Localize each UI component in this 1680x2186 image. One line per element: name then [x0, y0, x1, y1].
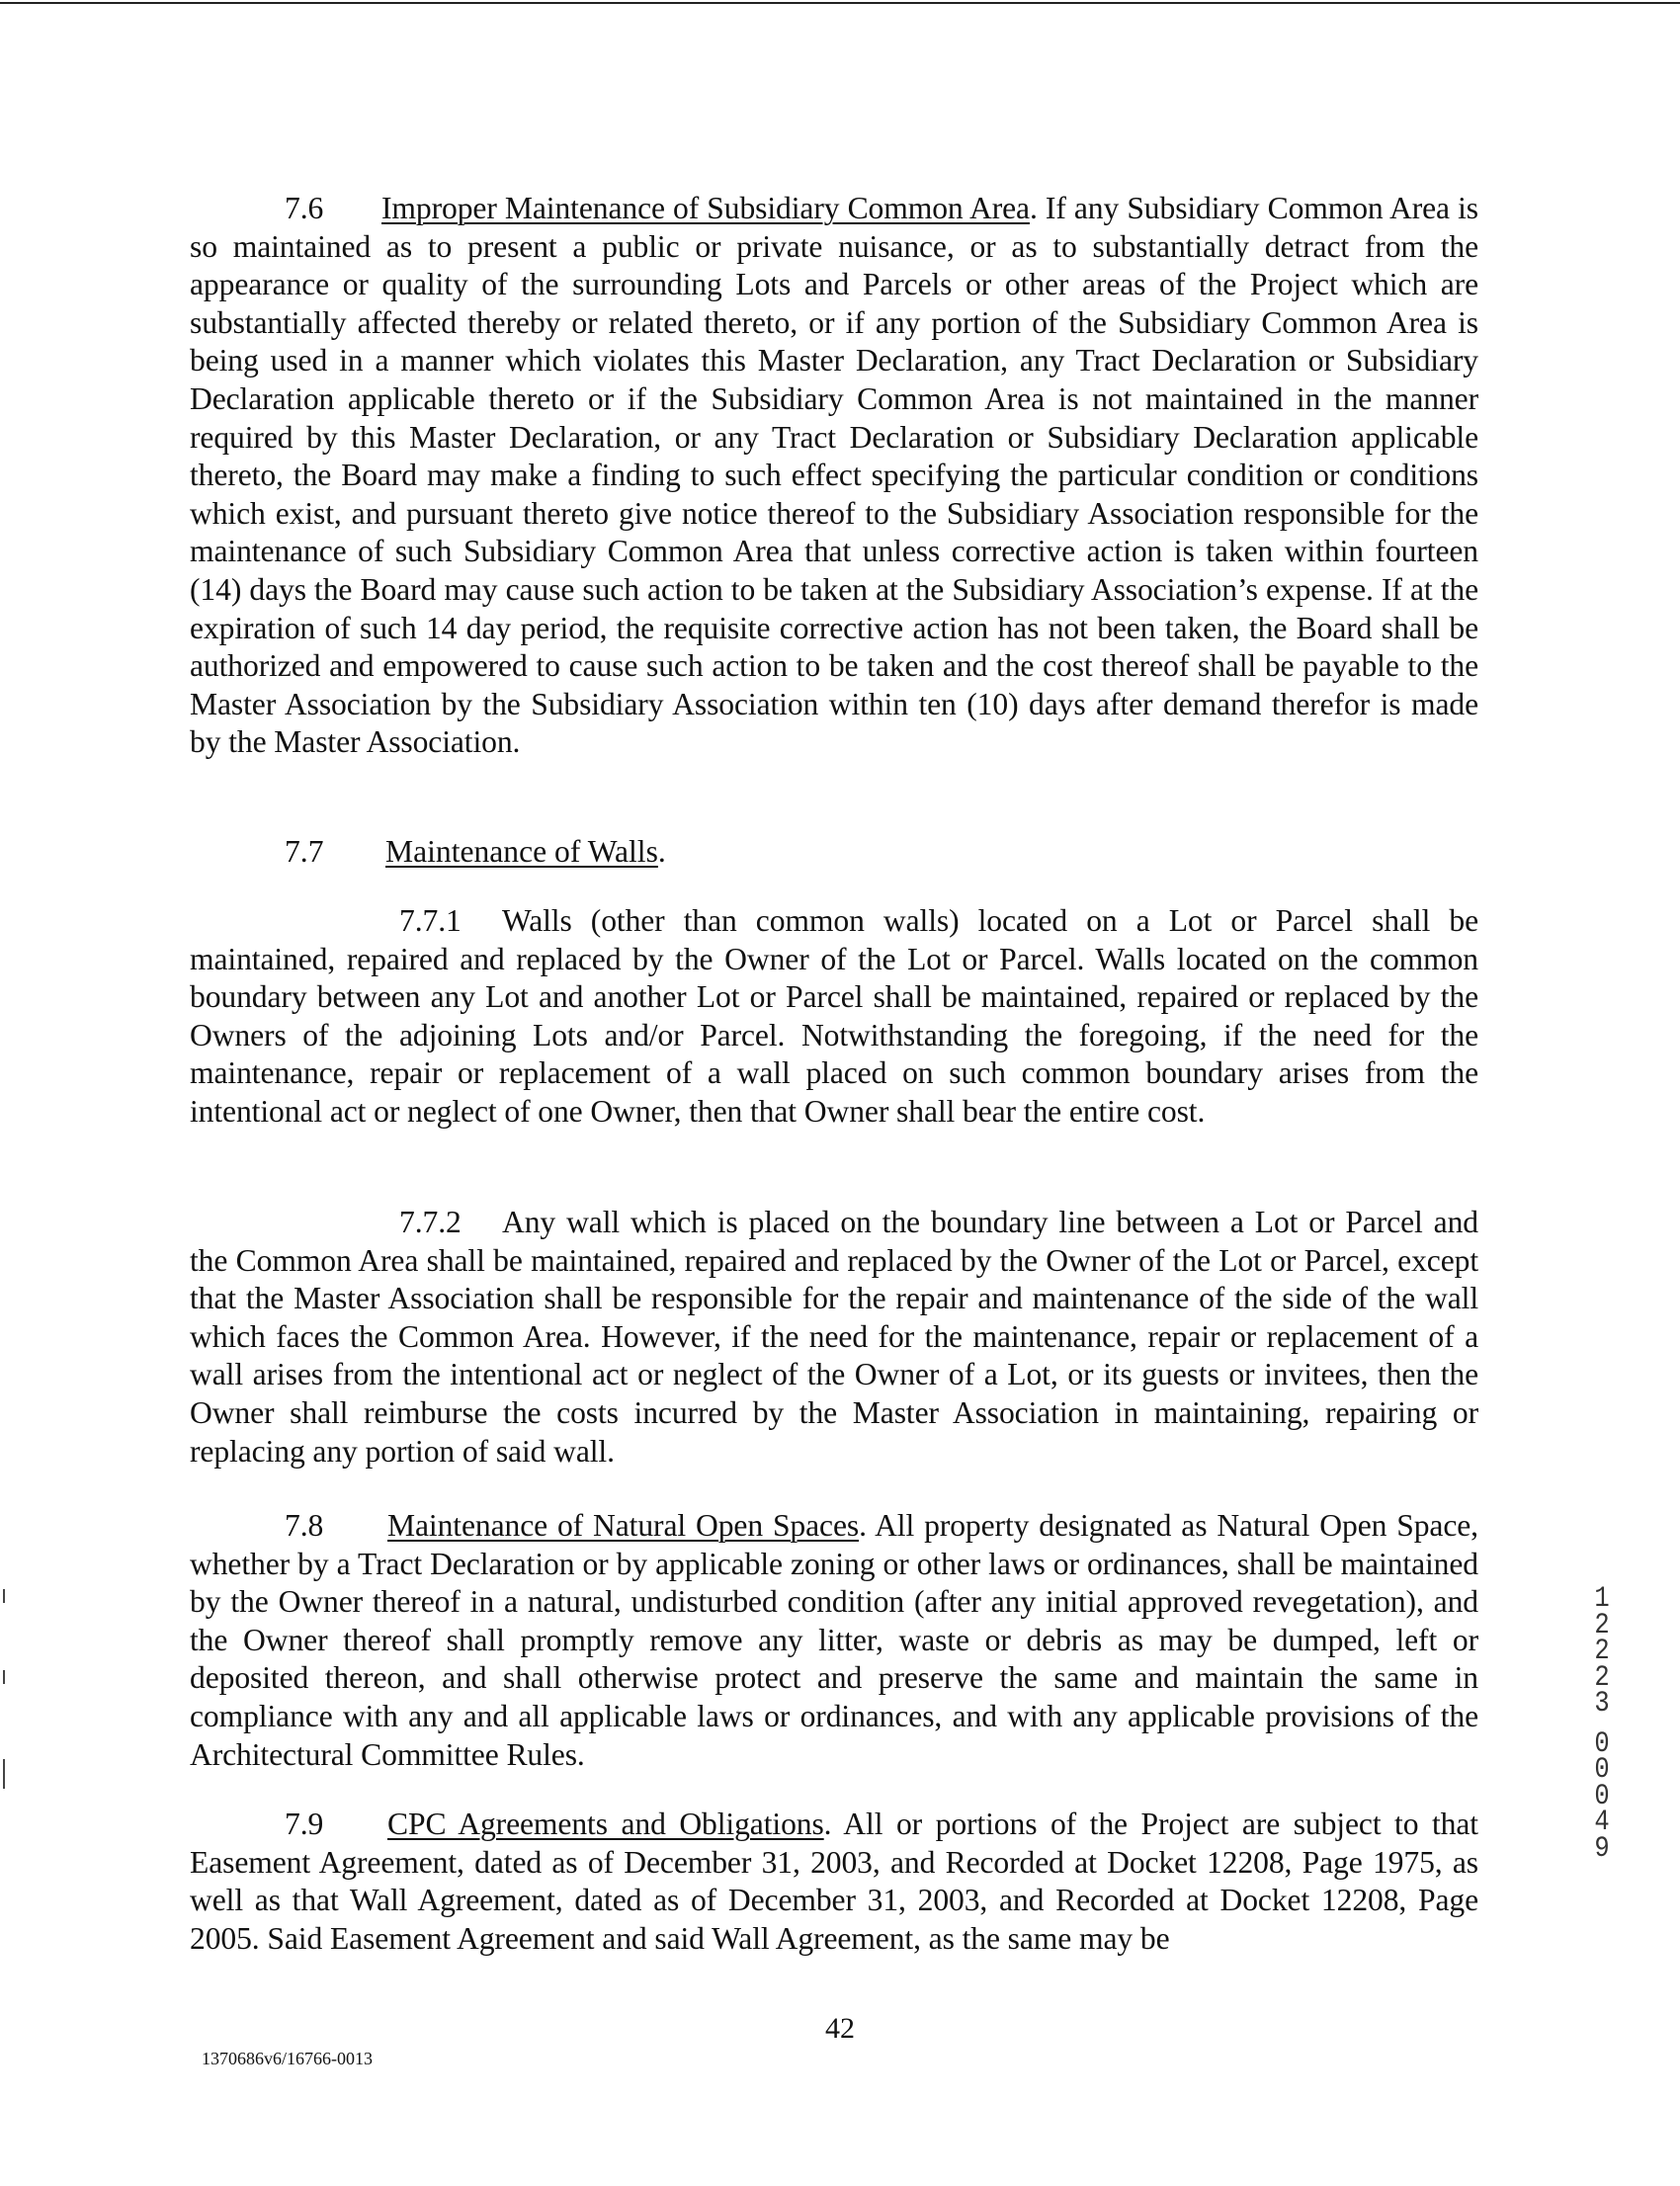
section-number: 7.7: [285, 834, 324, 869]
section-7-8: 7.8 Maintenance of Natural Open Spaces. All property designated as Natural Open Space, whether by a Tract Declaration or by applicable zoning or other laws or ordinances, shall be maintained by the Owner thereof in a natural, undisturbed condition (after any initial approved revegetation), and the Owner thereof shall promptly remove any litter, waste or debris as may be dumped, left or deposited thereon, and shall otherwise protect and preserve the same and maintain the same in compliance with any and all applicable laws or ordinances, and with any applicable provisions of the Architectural Committee Rules.: [190, 1508, 1478, 1772]
section-7-7: 7.7 Maintenance of Walls.: [190, 833, 666, 872]
document-id: 1370686v6/16766-0013: [202, 2049, 373, 2068]
page-number: 42: [825, 2012, 855, 2045]
scan-edge-mark: [3, 1670, 5, 1684]
section-number: 7.9: [285, 1807, 324, 1841]
section-number: 7.7.2: [399, 1205, 462, 1239]
section-number: 7.8: [285, 1508, 324, 1543]
section-number: 7.6: [285, 191, 324, 225]
section-number: 7.7.1: [399, 903, 462, 938]
section-text: All property designated as Natural Open Space, whether by a Tract Declaration or by applicable zoning or other laws or ordinances, shall be maintained by the Owner thereof in a natural, undisturbed condition (after any initial approved revegetation), and the Owner thereof shall promptly remove any litter, waste or debris as may be dumped, left or deposited thereon, and shall otherwise protect and preserve the same and maintain the same in compliance with any and all applicable laws or ordinances, and with any applicable provisions of the Architectural Committee Rules.: [190, 1508, 1478, 1772]
section-7-9: 7.9 CPC Agreements and Obligations. All or portions of the Project are subject to that Easement Agreement, dated as of December 31, 2003, and Recorded at Docket 12208, Page 1975, as well as that Wall Agreement, dated as of December 31, 2003, and Recorded at Docket 12208, Page 2005. Said Easement Agreement and said Wall Agreement, as the same may be: [190, 1807, 1478, 1956]
section-title: CPC Agreements and Obligations: [387, 1807, 824, 1841]
section-text: Walls (other than common walls) located on a Lot or Parcel shall be maintained, repaired and replaced by the Owner of the Lot or Parcel. Walls located on the common boundary between any Lot and another Lot or Parcel shall be maintained, repaired or replaced by the Owners of the adjoining Lots and/or Parcel. Notwithstanding the foregoing, if the need for the maintenance, repair or replacement of a wall placed on such common boundary arises from the intentional act or neglect of one Owner, then that Owner shall bear the entire cost.: [190, 903, 1478, 1129]
section-title: Maintenance of Natural Open Spaces: [387, 1508, 860, 1543]
scan-edge-mark: [3, 1589, 5, 1603]
section-title: Maintenance of Walls: [385, 834, 658, 869]
scan-edge-mark: [3, 1759, 5, 1789]
section-text: Any wall which is placed on the boundary line between a Lot or Parcel and the Common Area shall be maintained, repaired and replaced by the Owner of the Lot or Parcel, except that the Master Association shall be responsible for the repair and maintenance of the side of the wall which faces the Common Area. However, if the need for the maintenance, repair or replacement of a wall arises from the intentional act or neglect of the Owner of a Lot, or its guests or invitees, then the Owner shall reimburse the costs incurred by the Master Association in maintaining, repairing or replacing any portion of said wall.: [190, 1205, 1478, 1469]
scan-top-border: [0, 2, 1680, 4]
section-7-7-2: [190, 1204, 1478, 1471]
section-title: Improper Maintenance of Subsidiary Common Area: [381, 191, 1030, 225]
section-7-6: 7.6 Improper Maintenance of Subsidiary Common Area. If any Subsidiary Common Area is so maintained as to present a public or private nuisance, or as to substantially detract from the appearance or quality of the surrounding Lots and Parcels or other areas of the Project which are substantially affected thereby or related thereto, or if any portion of the Subsidiary Common Area is being used in a manner which violates this Master Declaration, any Tract Declaration or Subsidiary Declaration applicable thereto or if the Subsidiary Common Area is not maintained in the manner required by this Master Declaration, or any Tract Declaration or Subsidiary Declaration applicable thereto, the Board may make a finding to such effect specifying the particular condition or conditions which exist, and pursuant thereto give notice thereof to the Subsidiary Association responsible for the maintenance of such Subsidiary Common Area that unless corrective action is taken within fourteen (14) days the Board may cause such action to be taken at the Subsidiary Association’s expense. If at the expiration of such 14 day period, the requisite corrective action has not been taken, the Board shall be authorized and empowered to cause such action to be taken and the cost thereof shall be payable to the Master Association by the Subsidiary Association within ten (10) days after demand therefor is made by the Master Association.: [190, 191, 1478, 760]
section-text: All or portions of the Project are subject to that Easement Agreement, dated as of December 31, 2003, and Recorded at Docket 12208, Page 1975, as well as that Wall Agreement, dated as of December 31, 2003, and Recorded at Docket 12208, Page 2005. Said Easement Agreement and said Wall Agreement, as the same may be: [190, 1807, 1478, 1956]
margin-stamp-number: 1 2 2 2 3 0 0 0 4 9: [1594, 1582, 1610, 1866]
section-7-7-1: [190, 902, 1478, 1132]
section-text: If any Subsidiary Common Area is so maintained as to present a public or private nuisance, or as to substantially detract from the appearance or quality of the surrounding Lots and Parcels or other areas of the Project which are substantially affected thereby or related thereto, or if any portion of the Subsidiary Common Area is being used in a manner which violates this Master Declaration, any Tract Declaration or Subsidiary Declaration applicable thereto or if the Subsidiary Common Area is not maintained in the manner required by this Master Declaration, or any Tract Declaration or Subsidiary Declaration applicable thereto, the Board may make a finding to such effect specifying the particular condition or conditions which exist, and pursuant thereto give notice thereof to the Subsidiary Association responsible for the maintenance of such Subsidiary Common Area that unless corrective action is taken within fourteen (14) days the Board may cause such action to be taken at the Subsidiary Association’s expense. If at the expiration of such 14 day period, the requisite corrective action has not been taken, the Board shall be authorized and empowered to cause such action to be taken and the cost thereof shall be payable to the Master Association by the Subsidiary Association within ten (10) days after demand therefor is made by the Master Association.: [190, 191, 1478, 760]
